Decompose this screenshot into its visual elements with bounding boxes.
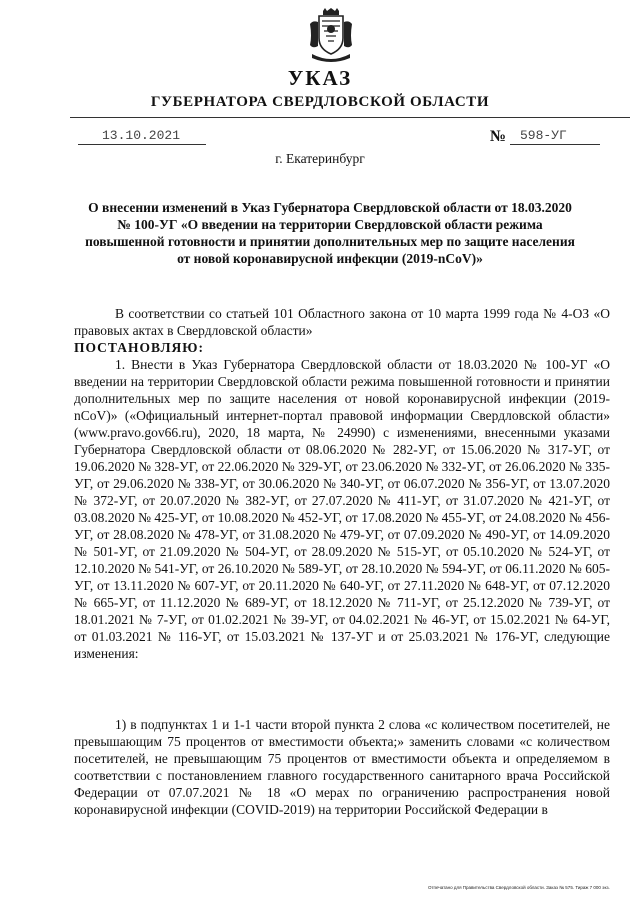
decree-title: УКАЗ xyxy=(287,66,353,90)
header-divider xyxy=(70,117,630,118)
intro-paragraph: В соответствии со статьей 101 Областного закона от 10 марта 1999 года № 4-ОЗ «О правовых актах в Свердловской области» xyxy=(74,306,610,338)
postanovlyayu-label: ПОСТАНОВЛЯЮ: xyxy=(74,340,204,355)
issuer-title: ГУБЕРНАТОРА СВЕРДЛОВСКОЙ ОБЛАСТИ xyxy=(150,94,490,110)
number-sign: № xyxy=(490,128,507,145)
decree-number: 598-УГ xyxy=(510,128,600,145)
paragraph-1: 1. Внести в Указ Губернатора Свердловской области от 18.03.2020 № 100-УГ «О введении на территории Свердловской области режима повышенной готовности и принятии дополнительных мер по защите населения от новой коронавирусной инфекции (2019-nCoV)» («Официальный интернет-портал правовой информации Свердловской области» (www.pravo.gov66.ru), 2020, 18 марта, № 24990) с изменениями, внесенными указами Губернатора Свердловской области от 08.06.2020 № 282-УГ, от 15.06.2020 № 317-УГ, от 19.06.2020 № 328-УГ, от 22.06.2020 № 329-УГ, от 23.06.2020 № 332-УГ, от 26.06.2020 № 335-УГ, от 29.06.2020 № 338-УГ, от 30.06.2020 № 340-УГ, от 06.07.2020 № 356-УГ, от 13.07.2020 № 372-УГ, от 20.07.2020 № 382-УГ, от 27.07.2020 № 411-УГ, от 31.07.2020 № 421-УГ, от 03.08.2020 № 425-УГ, от 10.08.2020 № 452-УГ, от 17.08.2020 № 455-УГ, от 24.08.2020 № 456-УГ, от 28.08.2020 № 478-УГ, от 31.08.2020 № 479-УГ, от 07.09.2020 № 490-УГ, от 14.09.2020 № 501-УГ, от 21.09.2020 № 504-УГ, от 28.09.2020 № 515-УГ, от 05.10.2020 № 524-УГ, от 12.10.2020 № 541-УГ, от 26.10.2020 № 589-УГ, от 28.10.2020 № 594-УГ, от 06.11.2020 № 605-УГ, от 13.11.2020 № 607-УГ, от 20.11.2020 № 640-УГ, от 27.11.2020 № 648-УГ, от 07.12.2020 № 665-УГ, от 11.12.2020 № 689-УГ, от 18.12.2020 № 711-УГ, от 25.12.2020 № 739-УГ, от 18.01.2021 № 7-УГ, от 01.02.2021 № 39-УГ, от 04.02.2021 № 46-УГ, от 15.02.2021 № 64-УГ, от 01.03.2021 № 116-УГ, от 15.03.2021 № 137-УГ и от 25.03.2021 № 176-УГ, следующие изменения: xyxy=(74,357,610,661)
decree-date: 13.10.2021 xyxy=(78,128,206,145)
decree-heading: О внесении изменений в Указ Губернатора Свердловской области от 18.03.2020 № 100-УГ «О введении на территории Свердловской области режима повышенной готовности и принятии дополнительных мер по защите населения от новой коронавирусной инфекции (2019-nCoV)» xyxy=(85,200,575,266)
sverdlovsk-coat-of-arms-icon xyxy=(306,8,356,64)
paragraph-2: 1) в подпунктах 1 и 1-1 части второй пункта 2 слова «с количеством посетителей, не превышающим 75 процентов от вместимости объекта;» заменить словами «с количеством посетителей, не превышающим 75 процентов от вместимости объекта и определяемом в соответствии с постановлением главного государственного санитарного врача Российской Федерации от 07.07.2021 № 18 «О мерах по ограничению распространения новой коронавирусной инфекции (COVID-2019) на территории Российской Федерации в xyxy=(74,717,610,817)
city: г. Екатеринбург xyxy=(275,151,365,166)
print-footer: Отпечатано для Правительства Свердловской области. Заказ № 575. Тираж 7 000 экз. xyxy=(428,885,610,890)
